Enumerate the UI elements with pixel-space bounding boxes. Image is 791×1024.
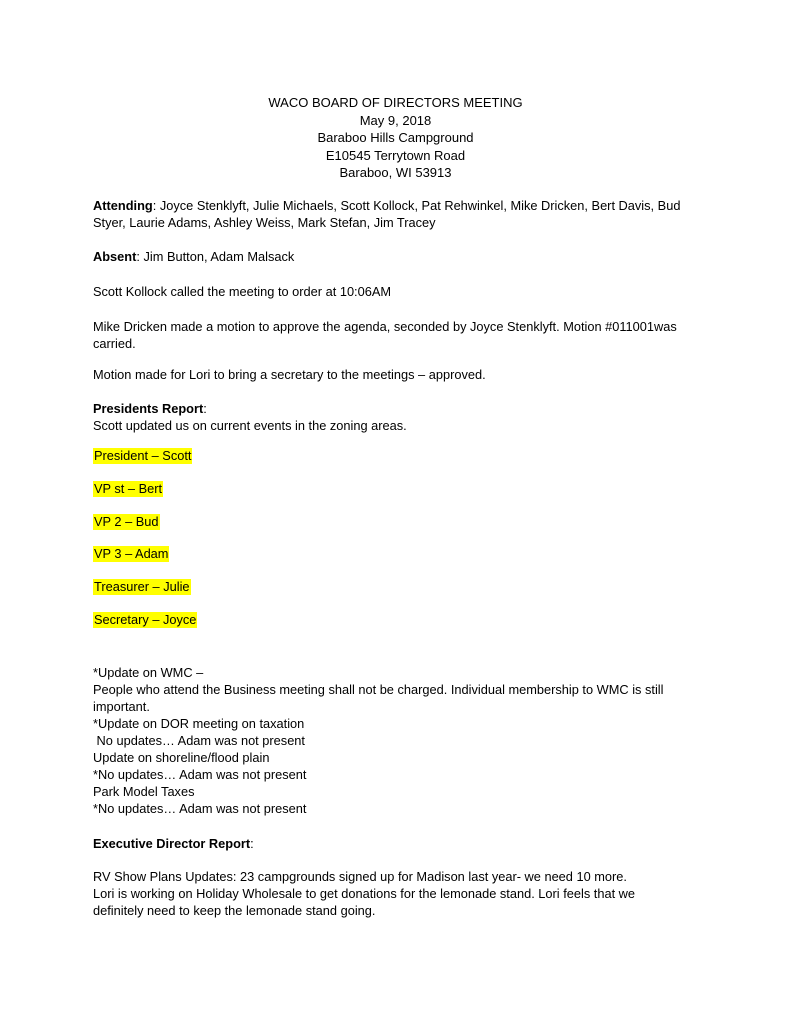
attending-names-line-1: : Joyce Stenklyft, Julie Michaels, Scott Kollock, Pat Rehwinkel, Mike Dricken, Bert Davis, Bud — [152, 198, 681, 213]
executive-report-heading: Executive Director Report — [93, 836, 251, 851]
officer-6 — [93, 611, 693, 628]
update-line: No updates… Adam was not present — [93, 733, 305, 748]
meeting-venue: Baraboo Hills Campground — [317, 130, 474, 146]
meeting-street: E10545 Terrytown Road — [325, 147, 466, 163]
agenda-motion-line-1: Mike Dricken made a motion to approve the agenda, seconded by Joyce Stenklyft. Motion #011001was — [93, 319, 677, 334]
presidents-report-heading: Presidents Report — [93, 401, 204, 416]
officer-1 — [93, 447, 693, 464]
officer-president: President – Scott — [94, 448, 192, 463]
update-line: People who attend the Business meeting shall not be charged. Individual membership to WMC is still — [93, 682, 664, 697]
update-line: Park Model Taxes — [93, 784, 195, 799]
meeting-date: May 9, 2018 — [359, 112, 432, 128]
rv-show-section — [93, 868, 693, 919]
officer-4 — [93, 545, 693, 562]
officer-vp-2: VP 2 – Bud — [94, 514, 159, 529]
executive-report-colon: : — [250, 836, 254, 851]
officer-vp-3: VP 3 – Adam — [94, 546, 169, 561]
meeting-city: Baraboo, WI 53913 — [339, 165, 452, 181]
officer-treasurer: Treasurer – Julie — [94, 579, 190, 594]
absent-label: Absent — [93, 249, 137, 264]
meeting-title: WACO BOARD OF DIRECTORS MEETING — [268, 95, 523, 110]
presidents-report-text: Scott updated us on current events in the zoning areas. — [93, 418, 407, 433]
secretary-motion — [93, 366, 693, 383]
officer-secretary: Secretary – Joyce — [94, 612, 197, 627]
meeting-header — [150, 94, 641, 182]
update-line: important. — [93, 699, 150, 714]
absent-section — [93, 248, 693, 265]
update-line: *Update on WMC – — [93, 665, 204, 680]
update-line: Update on shoreline/flood plain — [93, 750, 270, 765]
officer-2 — [93, 480, 693, 497]
attending-label: Attending — [93, 198, 153, 213]
executive-report — [93, 835, 693, 852]
update-line: *Update on DOR meeting on taxation — [93, 716, 305, 731]
attending-section — [93, 197, 693, 231]
absent-names: : Jim Button, Adam Malsack — [136, 249, 295, 264]
rv-show-line-1: RV Show Plans Updates: 23 campgrounds signed up for Madison last year- we need 10 more. — [93, 869, 627, 884]
presidents-report — [93, 400, 693, 434]
updates-section — [93, 664, 693, 817]
officer-3 — [93, 513, 693, 530]
update-line: *No updates… Adam was not present — [93, 801, 307, 816]
agenda-motion-line-2: carried. — [93, 336, 136, 351]
officer-5 — [93, 578, 693, 595]
presidents-report-colon: : — [203, 401, 207, 416]
rv-show-line-2: Lori is working on Holiday Wholesale to get donations for the lemonade stand. Lori feels that we — [93, 886, 636, 901]
secretary-motion-text: Motion made for Lori to bring a secretary to the meetings – approved. — [93, 367, 486, 382]
attending-names-line-2: Styer, Laurie Adams, Ashley Weiss, Mark Stefan, Jim Tracey — [93, 215, 436, 230]
call-to-order-text: Scott Kollock called the meeting to order at 10:06AM — [93, 284, 392, 299]
officer-vp-1: VP st – Bert — [94, 481, 163, 496]
agenda-motion — [93, 318, 693, 352]
rv-show-line-3: definitely need to keep the lemonade stand going. — [93, 903, 376, 918]
call-to-order — [93, 283, 693, 300]
update-line: *No updates… Adam was not present — [93, 767, 307, 782]
